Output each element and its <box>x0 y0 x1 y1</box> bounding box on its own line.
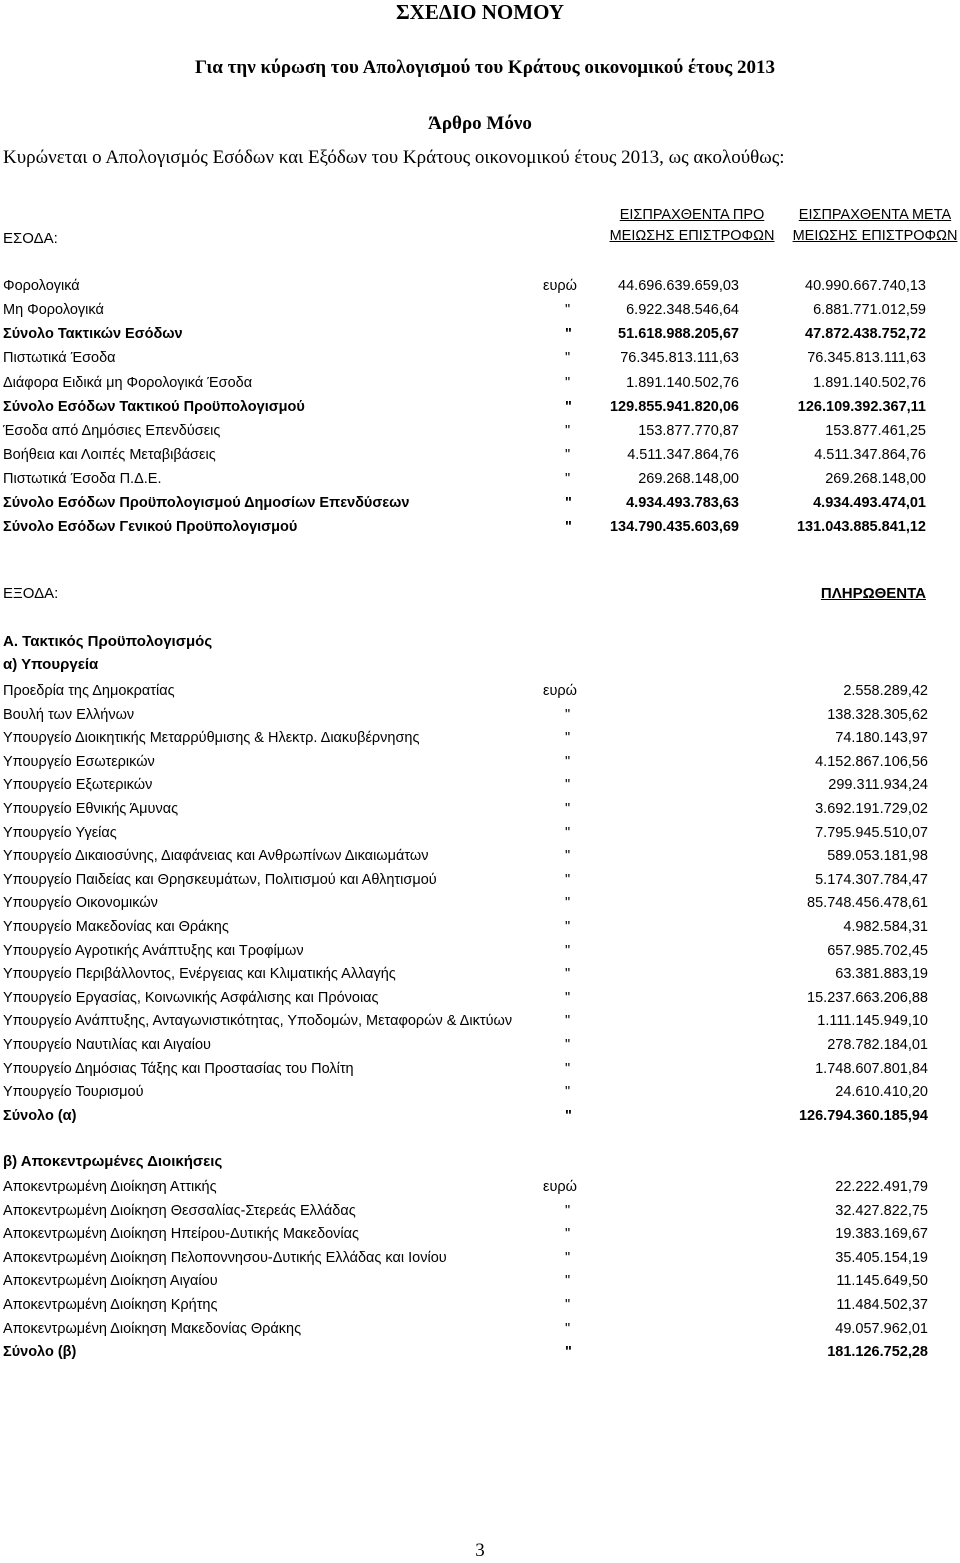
revenue-row-unit: " <box>565 471 571 487</box>
administration-row-label: Αποκεντρωμένη Διοίκηση Πελοποννησου-Δυτικής Ελλάδας και Ιονίου <box>3 1250 447 1266</box>
column-header-before-line2: ΜΕΙΩΣΗΣ ΕΠΙΣΤΡΟΦΩΝ <box>609 228 775 244</box>
administration-row <box>0 1270 960 1292</box>
revenue-row-unit: ευρώ <box>543 278 577 294</box>
ministry-row-amount: 7.795.945.510,07 <box>815 825 928 841</box>
revenue-row-after-refunds: 4.934.493.474,01 <box>813 495 926 511</box>
ministry-row-label: Υπουργείο Ανάπτυξης, Ανταγωνιστικότητας, Υποδομών, Μεταφορών & Δικτύων <box>3 1013 513 1029</box>
column-header-before-refunds <box>592 205 792 247</box>
intro-text: Κυρώνεται ο Απολογισμός Εσόδων και Εξόδων του Κράτους οικονομικού έτους 2013, ως ακολούθως: <box>3 147 785 168</box>
administration-row-label: Αποκεντρωμένη Διοίκηση Ηπείρου-Δυτικής Μακεδονίας <box>3 1226 359 1242</box>
revenue-row <box>0 468 960 490</box>
administration-row-label: Αποκεντρωμένη Διοίκηση Θεσσαλίας-Στερεάς Ελλάδας <box>3 1203 356 1219</box>
revenue-section-label: ΕΣΟΔΑ: <box>3 230 58 247</box>
ministry-row-unit: " <box>565 848 571 864</box>
revenue-row <box>0 444 960 466</box>
revenue-row <box>0 372 960 394</box>
ministry-row-label: Υπουργείο Παιδείας και Θρησκευμάτων, Πολιτισμού και Αθλητισμού <box>3 872 437 888</box>
ministry-row-unit: " <box>565 730 571 746</box>
revenue-row-before-refunds: 134.790.435.603,69 <box>609 519 739 535</box>
column-header-before-line1: ΕΙΣΠΡΑΧΘΕΝΤΑ ΠΡΟ <box>619 207 765 223</box>
administration-row <box>0 1318 960 1340</box>
ministry-row-unit: " <box>565 1037 571 1053</box>
ministry-row-amount: 63.381.883,19 <box>835 966 928 982</box>
ministry-row-amount: 4.982.584,31 <box>843 919 928 935</box>
revenue-row-before-refunds: 44.696.639.659,03 <box>618 278 739 294</box>
ministry-row <box>0 798 960 820</box>
ministry-row-unit: " <box>565 919 571 935</box>
administration-row-unit: " <box>565 1344 572 1360</box>
revenue-row-unit: " <box>565 350 571 366</box>
revenue-row-after-refunds: 126.109.392.367,11 <box>797 399 926 415</box>
ministry-row-amount: 657.985.702,45 <box>827 943 928 959</box>
ministry-row-label: Υπουργείο Υγείας <box>3 825 117 841</box>
revenue-row <box>0 396 960 418</box>
ministry-row-amount: 1.111.145.949,10 <box>817 1013 928 1029</box>
document-subtitle: Για την κύρωση του Απολογισμού του Κράτους οικονομικού έτους 2013 <box>194 57 776 78</box>
revenue-row-unit: " <box>565 519 572 535</box>
revenue-row <box>0 347 960 369</box>
revenue-row-after-refunds: 1.891.140.502,76 <box>813 375 926 391</box>
revenue-row-before-refunds: 1.891.140.502,76 <box>626 375 739 391</box>
ministry-row-unit: " <box>565 943 571 959</box>
ministry-row <box>0 963 960 985</box>
administration-row-unit: " <box>565 1226 571 1242</box>
revenue-row-after-refunds: 47.872.438.752,72 <box>805 326 926 342</box>
ministry-row-unit: " <box>565 1084 571 1100</box>
ministry-row-unit: " <box>565 872 571 888</box>
ministry-row-amount: 138.328.305,62 <box>827 707 928 723</box>
administration-row-amount: 49.057.962,01 <box>835 1321 928 1337</box>
ministry-row <box>0 1081 960 1103</box>
administration-row-unit: " <box>565 1250 571 1266</box>
ministry-row-label: Υπουργείο Εσωτερικών <box>3 754 155 770</box>
revenue-row-label: Μη Φορολογικά <box>3 302 104 318</box>
ministry-row-amount: 278.782.184,01 <box>827 1037 928 1053</box>
ministry-row <box>0 727 960 749</box>
ministry-row <box>0 916 960 938</box>
administration-row-label: Αποκεντρωμένη Διοίκηση Μακεδονίας Θράκης <box>3 1321 302 1337</box>
revenue-row-after-refunds: 4.511.347.864,76 <box>814 447 926 463</box>
ministry-row-label: Υπουργείο Μακεδονίας και Θράκης <box>3 919 229 935</box>
revenue-row-label: Έσοδα από Δημόσιες Επενδύσεις <box>3 423 221 439</box>
administration-row-amount: 32.427.822,75 <box>835 1203 928 1219</box>
ministry-row-unit: " <box>565 1013 571 1029</box>
revenue-row-after-refunds: 153.877.461,25 <box>825 423 926 439</box>
ministry-row-unit: " <box>565 777 571 793</box>
subsection-administrations-heading: β) Αποκεντρωμένες Διοικήσεις <box>3 1153 223 1170</box>
revenue-row-unit: " <box>565 423 571 439</box>
ministry-row <box>0 845 960 867</box>
administration-row-label: Σύνολο (β) <box>3 1344 77 1360</box>
ministry-row <box>0 822 960 844</box>
ministry-row-amount: 2.558.289,42 <box>843 683 928 699</box>
ministry-row-unit: ευρώ <box>543 683 577 699</box>
administration-row-unit: " <box>565 1297 571 1313</box>
ministries-total-row <box>0 1105 960 1127</box>
revenue-row <box>0 323 960 345</box>
revenue-row-before-refunds: 6.922.348.546,64 <box>626 302 739 318</box>
revenue-row-after-refunds: 40.990.667.740,13 <box>805 278 926 294</box>
ministry-row-amount: 74.180.143,97 <box>835 730 928 746</box>
revenue-row-after-refunds: 269.268.148,00 <box>825 471 926 487</box>
revenue-row-before-refunds: 4.511.347.864,76 <box>627 447 739 463</box>
article-heading: Άρθρο Μόνο <box>428 113 532 134</box>
revenue-row-before-refunds: 51.618.988.205,67 <box>618 326 739 342</box>
ministry-row-label: Υπουργείο Περιβάλλοντος, Ενέργειας και Κλιματικής Αλλαγής <box>3 966 396 982</box>
ministry-row-label: Υπουργείο Δημόσιας Τάξης και Προστασίας του Πολίτη <box>3 1061 354 1077</box>
ministry-row-amount: 15.237.663.206,88 <box>807 990 928 1006</box>
revenue-row-unit: " <box>565 399 572 415</box>
administrations-total-row <box>0 1341 960 1363</box>
revenue-row-unit: " <box>565 447 571 463</box>
revenue-row-before-refunds: 153.877.770,87 <box>638 423 739 439</box>
ministry-row-label: Υπουργείο Τουρισμού <box>3 1084 144 1100</box>
ministry-row-label: Υπουργείο Αγροτικής Ανάπτυξης και Τροφίμων <box>3 943 304 959</box>
revenue-row-label: Πιστωτικά Έσοδα <box>3 350 116 366</box>
column-header-after-refunds <box>780 205 960 247</box>
administration-row-amount: 19.383.169,67 <box>835 1226 928 1242</box>
ministry-row-amount: 589.053.181,98 <box>827 848 928 864</box>
revenue-row-before-refunds: 269.268.148,00 <box>638 471 739 487</box>
ministry-row-unit: " <box>565 707 571 723</box>
administration-row-amount: 35.405.154,19 <box>835 1250 928 1266</box>
administration-row-amount: 11.484.502,37 <box>836 1297 928 1313</box>
revenue-row-label: Σύνολο Εσόδων Προϋπολογισμού Δημοσίων Επενδύσεων <box>3 495 410 511</box>
administration-row-unit: " <box>565 1273 571 1289</box>
ministry-row <box>0 940 960 962</box>
page-number: 3 <box>475 1540 485 1561</box>
administration-row-label: Αποκεντρωμένη Διοίκηση Κρήτης <box>3 1297 218 1313</box>
ministry-row-label: Σύνολο (α) <box>3 1108 77 1124</box>
ministry-row-label: Βουλή των Ελλήνων <box>3 707 135 723</box>
administration-row-label: Αποκεντρωμένη Διοίκηση Αττικής <box>3 1179 217 1195</box>
ministry-row-label: Υπουργείο Δικαιοσύνης, Διαφάνειας και Ανθρωπίνων Δικαιωμάτων <box>3 848 429 864</box>
ministry-row <box>0 680 960 702</box>
ministry-row-amount: 3.692.191.729,02 <box>815 801 928 817</box>
administration-row-unit: ευρώ <box>543 1179 577 1195</box>
ministry-row-unit: " <box>565 801 571 817</box>
ministry-row-label: Υπουργείο Οικονομικών <box>3 895 158 911</box>
administration-row <box>0 1247 960 1269</box>
revenue-row-label: Βοήθεια και Λοιπές Μεταβιβάσεις <box>3 447 216 463</box>
revenue-row-label: Διάφορα Ειδικά μη Φορολογικά Έσοδα <box>3 375 253 391</box>
revenue-row-after-refunds: 131.043.885.841,12 <box>796 519 926 535</box>
revenue-row <box>0 299 960 321</box>
column-header-after-line2: ΜΕΙΩΣΗΣ ΕΠΙΣΤΡΟΦΩΝ <box>792 228 958 244</box>
ministry-row-label: Υπουργείο Εργασίας, Κοινωνικής Ασφάλισης και Πρόνοιας <box>3 990 379 1006</box>
ministry-row-label: Υπουργείο Εξωτερικών <box>3 777 153 793</box>
ministry-row-amount: 126.794.360.185,94 <box>798 1108 928 1124</box>
ministry-row-unit: " <box>565 990 571 1006</box>
revenue-row-label: Πιστωτικά Έσοδα Π.Δ.Ε. <box>3 471 162 487</box>
revenue-row-after-refunds: 6.881.771.012,59 <box>813 302 926 318</box>
revenue-row <box>0 275 960 297</box>
revenue-row-after-refunds: 76.345.813.111,63 <box>807 350 926 366</box>
revenue-row <box>0 420 960 442</box>
ministry-row <box>0 704 960 726</box>
ministry-row <box>0 1034 960 1056</box>
ministry-row-amount: 5.174.307.784,47 <box>815 872 928 888</box>
revenue-row <box>0 516 960 538</box>
ministry-row-amount: 299.311.934,24 <box>828 777 928 793</box>
revenue-row-unit: " <box>565 495 572 511</box>
revenue-row-unit: " <box>565 302 571 318</box>
administration-row-unit: " <box>565 1203 571 1219</box>
revenue-row-unit: " <box>565 375 571 391</box>
administration-row-unit: " <box>565 1321 571 1337</box>
ministry-row-label: Υπουργείο Διοικητικής Μεταρρύθμισης & Ηλεκτρ. Διακυβέρνησης <box>3 730 420 746</box>
document-title: ΣΧΕΔΙΟ ΝΟΜΟΥ <box>395 0 565 24</box>
revenue-row-before-refunds: 129.855.941.820,06 <box>609 399 739 415</box>
revenue-row-unit: " <box>565 326 572 342</box>
ministry-row-label: Υπουργείο Ναυτιλίας και Αιγαίου <box>3 1037 211 1053</box>
ministry-row <box>0 774 960 796</box>
ministry-row-amount: 24.610.410,20 <box>835 1084 928 1100</box>
administration-row-amount: 22.222.491,79 <box>835 1179 928 1195</box>
revenue-row <box>0 492 960 514</box>
ministry-row-unit: " <box>565 754 571 770</box>
administration-row-label: Αποκεντρωμένη Διοίκηση Αιγαίου <box>3 1273 218 1289</box>
column-header-after-line1: ΕΙΣΠΡΑΧΘΕΝΤΑ ΜΕΤΑ <box>798 207 952 223</box>
ministry-row-amount: 1.748.607.801,84 <box>815 1061 928 1077</box>
administration-row-amount: 11.145.649,50 <box>836 1273 928 1289</box>
revenue-row-before-refunds: 76.345.813.111,63 <box>620 350 739 366</box>
ministry-row-unit: " <box>565 895 571 911</box>
section-a-heading: Α. Τακτικός Προϋπολογισμός <box>3 633 213 650</box>
ministry-row-amount: 85.748.456.478,61 <box>807 895 928 911</box>
column-header-paid: ΠΛΗΡΩΘΕΝΤΑ <box>820 585 926 602</box>
administration-row <box>0 1294 960 1316</box>
revenue-row-label: Σύνολο Εσόδων Τακτικού Προϋπολογισμού <box>3 399 305 415</box>
ministry-row-unit: " <box>565 966 571 982</box>
ministry-row-unit: " <box>565 1108 572 1124</box>
administration-row <box>0 1200 960 1222</box>
expenses-section-label: ΕΞΟΔΑ: <box>3 585 59 602</box>
ministry-row <box>0 987 960 1009</box>
administration-row <box>0 1223 960 1245</box>
ministry-row <box>0 892 960 914</box>
administration-row <box>0 1176 960 1198</box>
ministry-row-unit: " <box>565 1061 571 1077</box>
revenue-row-label: Σύνολο Εσόδων Γενικού Προϋπολογισμού <box>3 519 298 535</box>
subsection-ministries-heading: α) Υπουργεία <box>3 656 99 673</box>
ministry-row-label: Προεδρία της Δημοκρατίας <box>3 683 175 699</box>
ministry-row <box>0 1058 960 1080</box>
revenue-row-before-refunds: 4.934.493.783,63 <box>626 495 739 511</box>
ministry-row <box>0 869 960 891</box>
ministry-row-unit: " <box>565 825 571 841</box>
ministry-row <box>0 751 960 773</box>
revenue-row-label: Σύνολο Τακτικών Εσόδων <box>3 326 183 342</box>
administration-row-amount: 181.126.752,28 <box>827 1344 928 1360</box>
revenue-row-label: Φορολογικά <box>3 278 80 294</box>
ministry-row-amount: 4.152.867.106,56 <box>815 754 928 770</box>
ministry-row <box>0 1010 960 1032</box>
ministry-row-label: Υπουργείο Εθνικής Άμυνας <box>3 801 179 817</box>
